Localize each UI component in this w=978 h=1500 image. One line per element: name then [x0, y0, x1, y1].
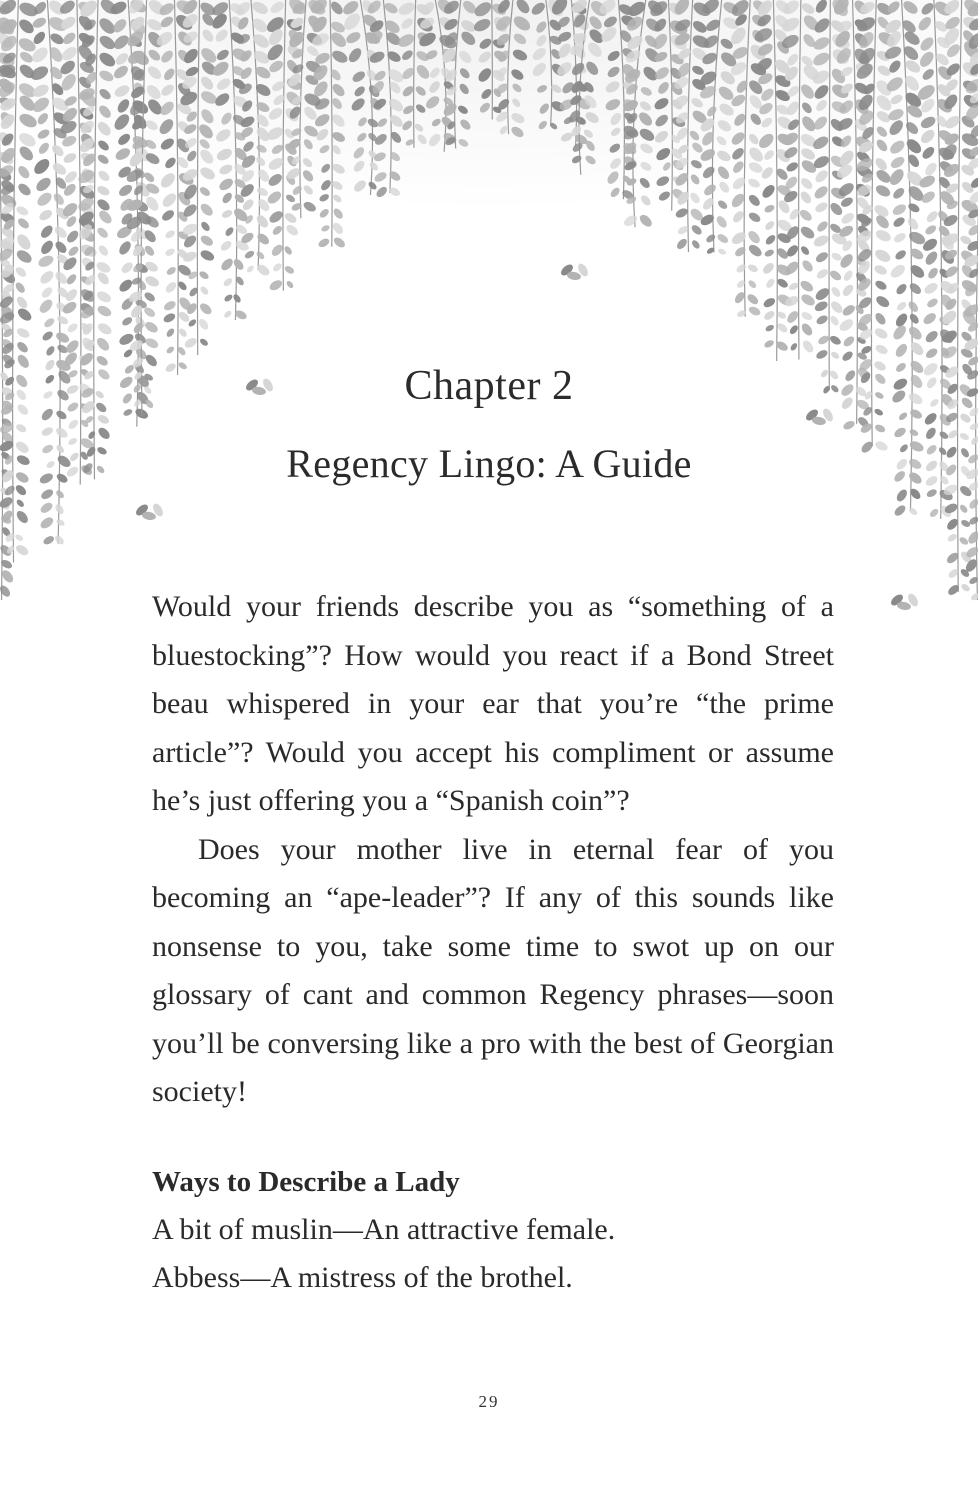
- wisteria-petal: [908, 340, 925, 357]
- wisteria-petal: [813, 299, 829, 313]
- wisteria-petal: [789, 342, 798, 352]
- wisteria-petal: [95, 336, 112, 353]
- wisteria-petal: [958, 536, 969, 546]
- wisteria-petal: [14, 543, 30, 557]
- glossary-section: [152, 1158, 852, 1302]
- wisteria-petal: [921, 311, 937, 326]
- wisteria-petal: [788, 324, 799, 336]
- wisteria-petal: [45, 345, 57, 357]
- section-heading: Ways to Describe a Lady: [152, 1166, 460, 1198]
- vine-stem: [492, 0, 493, 120]
- paragraph: Does your mother live in eternal fear of you becoming an “ape-leader”? If any of this sounds like nonsense to you, take some time to swot up on our glossary of cant and common Regency phrases—soon you’ll be conversing like a pro with the best of Georgian society!: [152, 832, 834, 1108]
- wisteria-petal: [15, 326, 31, 339]
- wisteria-petal: [0, 323, 1, 335]
- wisteria-petal: [960, 519, 971, 529]
- wisteria-petal: [829, 299, 845, 315]
- wisteria-petal: [53, 534, 65, 546]
- wisteria-petal: [56, 314, 70, 326]
- wisteria-petal: [842, 334, 856, 348]
- wisteria-petal: [55, 489, 66, 500]
- wisteria-petal: [55, 518, 65, 527]
- wisteria-petal: [894, 342, 910, 359]
- wisteria-petal: [55, 409, 68, 421]
- wisteria-petal: [946, 532, 958, 543]
- wisteria-petal: [829, 314, 841, 327]
- wisteria-petal: [54, 426, 69, 440]
- wisteria-petal: [177, 327, 188, 338]
- wisteria-petal: [925, 488, 938, 499]
- wisteria-petal: [197, 317, 210, 331]
- wisteria-petal: [907, 300, 920, 314]
- wisteria-petal: [924, 329, 940, 345]
- wisteria-petal: [15, 340, 30, 354]
- wisteria-petal: [198, 301, 214, 316]
- wisteria-petal: [223, 309, 233, 318]
- wisteria-petal: [895, 488, 909, 504]
- wisteria-petal: [162, 299, 177, 312]
- wisteria-petal: [15, 498, 25, 508]
- wisteria-petal: [54, 330, 70, 344]
- wisteria-petal: [764, 324, 775, 333]
- wisteria-petal: [970, 592, 978, 602]
- body-text: [152, 583, 834, 1117]
- chapter-number: Chapter 2: [404, 363, 574, 409]
- chapter-title: Regency Lingo: A Guide: [286, 441, 692, 486]
- wisteria-petal: [817, 334, 831, 346]
- wisteria-petal: [121, 315, 134, 327]
- wisteria-petal: [893, 426, 908, 439]
- wisteria-petal: [893, 503, 908, 517]
- wisteria-petal: [873, 326, 889, 340]
- glossary-entry: Abbess—A mistress of the brothel.: [152, 1261, 573, 1294]
- wisteria-petal: [165, 327, 176, 338]
- wisteria-petal: [199, 337, 210, 347]
- wisteria-petal: [42, 534, 55, 546]
- wisteria-petal: [41, 330, 55, 343]
- wisteria-petal: [842, 419, 856, 431]
- wisteria-petal: [66, 322, 79, 334]
- wisteria-petal: [874, 343, 889, 356]
- wisteria-petal: [747, 305, 761, 317]
- wisteria-petal: [96, 321, 113, 337]
- wisteria-petal: [960, 582, 971, 592]
- wisteria-petal: [938, 430, 949, 440]
- wisteria-petal: [43, 317, 56, 330]
- wisteria-petal: [873, 311, 887, 326]
- wisteria-petal: [841, 303, 857, 318]
- wisteria-petal: [144, 336, 160, 350]
- wisteria-petal: [763, 339, 775, 349]
- wisteria-petal: [898, 411, 909, 421]
- wisteria-petal: [924, 426, 938, 441]
- wisteria-petal: [800, 311, 813, 322]
- wisteria-petal: [96, 413, 110, 425]
- wisteria-petal: [183, 336, 198, 350]
- wisteria-petal: [928, 507, 939, 518]
- wisteria-petal: [801, 339, 816, 355]
- wisteria-foliage-illustration: [0, 0, 978, 620]
- wisteria-petal: [785, 309, 800, 325]
- wisteria-petal: [87, 430, 96, 440]
- wisteria-petal: [165, 345, 175, 355]
- wisteria-petal: [907, 324, 924, 341]
- wisteria-petal: [908, 506, 919, 516]
- wisteria-petal: [776, 322, 789, 335]
- wisteria-petal: [14, 533, 24, 542]
- wisteria-petal: [924, 347, 939, 360]
- wisteria-petal: [908, 312, 920, 325]
- wisteria-petal: [15, 509, 31, 525]
- wisteria-petal: [40, 487, 55, 501]
- wisteria-petal: [16, 306, 34, 323]
- wisteria-petal: [841, 350, 855, 363]
- wisteria-petal: [959, 503, 969, 514]
- wisteria-petal: [874, 423, 887, 434]
- wisteria-petal: [39, 515, 56, 531]
- wisteria-petal: [837, 317, 855, 333]
- wisteria-petal: [800, 322, 815, 338]
- wisteria-petal: [830, 350, 841, 360]
- wisteria-petal: [923, 411, 939, 427]
- wisteria-petal: [67, 418, 80, 431]
- wisteria-petal: [895, 300, 908, 312]
- wisteria-petal: [162, 312, 177, 325]
- paragraph: Would your friends describe you as “something of a bluestocking”? How would you react if a Bond Street beau whispered in your ear that you’re “the prime article”? Would you accept his compliment or assume he’s just offering you a “Spanish coin”?: [152, 590, 834, 817]
- wisteria-petal: [763, 309, 777, 322]
- wisteria-petal: [908, 428, 919, 437]
- wisteria-petal: [96, 426, 111, 441]
- wisteria-petal: [40, 426, 54, 438]
- wisteria-petal: [143, 320, 159, 335]
- wisteria-petal: [815, 348, 829, 360]
- wisteria-petal: [39, 501, 55, 515]
- wisteria-petal: [15, 423, 28, 434]
- page-number: 29: [478, 1392, 500, 1411]
- wisteria-petal: [815, 314, 829, 326]
- wisteria-petal: [969, 422, 978, 432]
- wisteria-petal: [96, 304, 113, 319]
- glossary-entry: A bit of muslin—An attractive female.: [152, 1213, 616, 1246]
- wisteria-petal: [829, 334, 843, 346]
